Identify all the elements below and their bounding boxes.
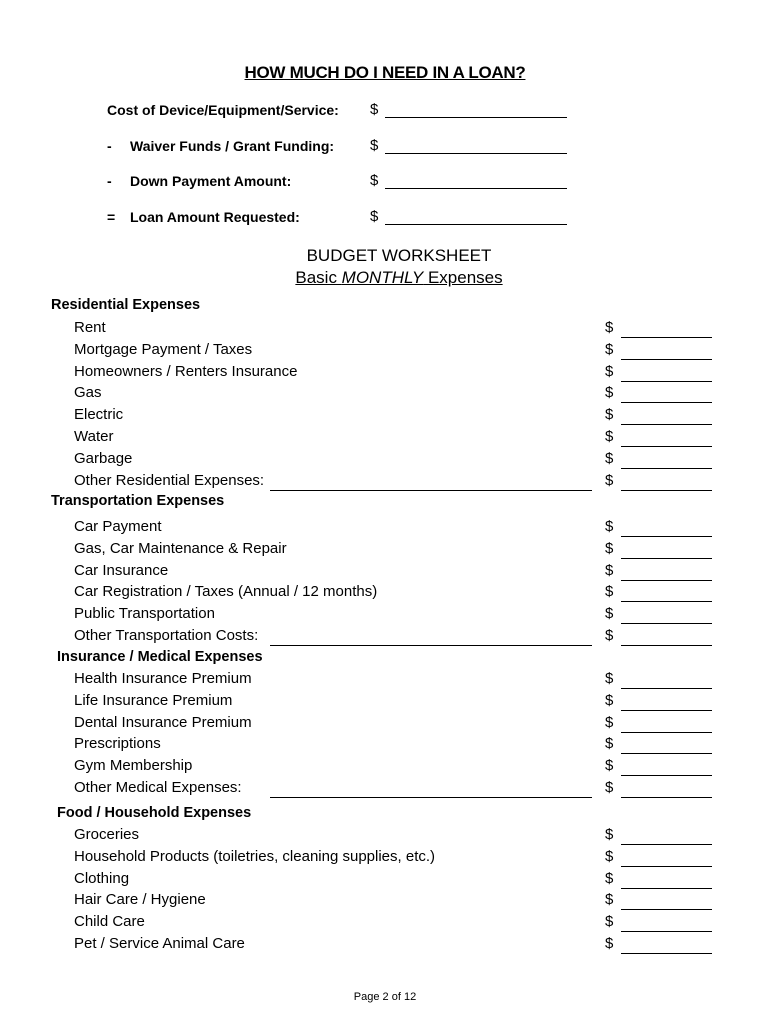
expense-item-label: Pet / Service Animal Care	[74, 935, 245, 952]
expense-item-label: Car Insurance	[74, 561, 169, 579]
subtitle-prefix: Basic	[295, 268, 342, 287]
expense-item-label: Health Insurance Premium	[74, 670, 252, 687]
waiver-amount-field[interactable]	[385, 153, 567, 154]
subtitle-emphasis: MONTHLY	[341, 268, 424, 287]
expense-item-label: Mortgage Payment / Taxes	[74, 340, 253, 358]
currency-symbol: $	[605, 449, 614, 467]
equals-operator: =	[107, 209, 116, 225]
minus-operator: -	[107, 173, 112, 189]
expense-item-label: Gym Membership	[74, 757, 193, 775]
expense-item-label: Gas, Car Maintenance & Repair	[74, 539, 287, 557]
currency-symbol: $	[605, 757, 614, 775]
expense-amount-field[interactable]	[621, 623, 712, 624]
expense-item-label: Public Transportation	[74, 605, 215, 623]
expense-amount-field[interactable]	[621, 688, 712, 689]
expense-item-label: Child Care	[74, 913, 145, 931]
currency-symbol: $	[605, 691, 614, 709]
cost-label: Cost of Device/Equipment/Service:	[107, 102, 339, 118]
section-heading-food: Food / Household Expenses	[57, 805, 252, 821]
expense-item-label: Rent	[74, 319, 106, 336]
currency-symbol: $	[605, 406, 614, 424]
currency-symbol: $	[605, 605, 614, 623]
expense-amount-field[interactable]	[621, 558, 712, 559]
currency-symbol: $	[605, 471, 614, 489]
minus-operator: -	[107, 138, 112, 154]
expense-amount-field[interactable]	[621, 468, 712, 469]
currency-symbol: $	[605, 340, 614, 358]
currency-symbol: $	[605, 847, 614, 865]
expense-amount-field[interactable]	[621, 381, 712, 382]
expense-amount-field[interactable]	[621, 337, 712, 338]
page-title: HOW MUCH DO I NEED IN A LOAN?	[244, 63, 526, 82]
expense-item-label: Gas	[74, 384, 102, 402]
currency-symbol: $	[605, 627, 614, 644]
currency-symbol: $	[605, 935, 614, 952]
loan-row-down-payment	[0, 173, 770, 193]
loan-row-waiver	[0, 138, 770, 158]
section-heading-transportation: Transportation Expenses	[51, 493, 225, 509]
expense-item-label: Life Insurance Premium	[74, 691, 233, 709]
expense-amount-field[interactable]	[621, 536, 712, 537]
other-expense-description-field[interactable]	[270, 645, 592, 646]
other-expense-description-field[interactable]	[270, 797, 592, 798]
currency-symbol: $	[605, 319, 614, 336]
expense-amount-field[interactable]	[621, 710, 712, 711]
currency-symbol: $	[605, 735, 614, 753]
subtitle-suffix: Expenses	[423, 268, 503, 287]
expense-item-label: Water	[74, 428, 114, 445]
other-expense-label: Other Transportation Costs:	[74, 627, 259, 644]
expense-amount-field[interactable]	[621, 844, 712, 845]
loan-row-requested	[0, 209, 770, 229]
cost-amount-field[interactable]	[385, 117, 567, 118]
expense-amount-field[interactable]	[621, 402, 712, 403]
expense-amount-field[interactable]	[621, 888, 712, 889]
section-heading-residential: Residential Expenses	[51, 297, 201, 313]
expense-amount-field[interactable]	[621, 953, 712, 954]
currency-symbol: $	[605, 428, 614, 445]
currency-symbol: $	[605, 583, 614, 601]
currency-symbol: $	[605, 518, 614, 535]
page-number: Page 2 of 12	[353, 991, 417, 1003]
expense-item-label: Homeowners / Renters Insurance	[74, 362, 298, 380]
expense-amount-field[interactable]	[621, 359, 712, 360]
expense-item-label: Groceries	[74, 826, 140, 843]
expense-item-label: Household Products (toiletries, cleaning supplies, etc.)	[74, 847, 436, 865]
expense-amount-field[interactable]	[621, 909, 712, 910]
loan-requested-label: Loan Amount Requested:	[130, 209, 300, 225]
worksheet-title: BUDGET WORKSHEET	[306, 246, 492, 265]
expense-item-label: Dental Insurance Premium	[74, 713, 252, 731]
expense-amount-field[interactable]	[621, 446, 712, 447]
currency-symbol: $	[605, 779, 614, 796]
currency-symbol: $	[370, 172, 379, 189]
expense-amount-field[interactable]	[621, 601, 712, 602]
expense-amount-field[interactable]	[621, 424, 712, 425]
currency-symbol: $	[605, 561, 614, 579]
currency-symbol: $	[605, 384, 614, 402]
currency-symbol: $	[370, 208, 379, 225]
expense-item-label: Prescriptions	[74, 735, 161, 753]
loan-requested-amount-field[interactable]	[385, 224, 567, 225]
section-heading-medical: Insurance / Medical Expenses	[57, 649, 263, 665]
expense-amount-field[interactable]	[621, 732, 712, 733]
currency-symbol: $	[370, 101, 379, 118]
currency-symbol: $	[605, 539, 614, 557]
expense-amount-field[interactable]	[621, 490, 712, 491]
other-expense-label: Other Medical Expenses:	[74, 779, 242, 796]
currency-symbol: $	[605, 713, 614, 731]
expense-amount-field[interactable]	[621, 775, 712, 776]
currency-symbol: $	[605, 869, 614, 887]
expense-item-label: Hair Care / Hygiene	[74, 891, 206, 909]
down-payment-amount-field[interactable]	[385, 188, 567, 189]
expense-amount-field[interactable]	[621, 931, 712, 932]
down-payment-label: Down Payment Amount:	[130, 173, 292, 189]
expense-item-label: Electric	[74, 406, 124, 424]
other-expense-description-field[interactable]	[270, 490, 592, 491]
other-expense-label: Other Residential Expenses:	[74, 471, 265, 489]
currency-symbol: $	[605, 891, 614, 909]
expense-item-label: Clothing	[74, 869, 130, 887]
currency-symbol: $	[605, 826, 614, 843]
waiver-label: Waiver Funds / Grant Funding:	[130, 138, 335, 154]
expense-item-label: Car Registration / Taxes (Annual / 12 months)	[74, 583, 378, 601]
currency-symbol: $	[605, 913, 614, 931]
currency-symbol: $	[370, 137, 379, 154]
currency-symbol: $	[605, 670, 614, 687]
loan-row-cost	[0, 102, 770, 122]
expense-item-label: Garbage	[74, 449, 133, 467]
expense-amount-field[interactable]	[621, 580, 712, 581]
worksheet-subtitle	[0, 268, 770, 288]
expense-amount-field[interactable]	[621, 866, 712, 867]
expense-amount-field[interactable]	[621, 753, 712, 754]
expense-item-label: Car Payment	[74, 518, 162, 535]
expense-amount-field[interactable]	[621, 797, 712, 798]
currency-symbol: $	[605, 362, 614, 380]
expense-amount-field[interactable]	[621, 645, 712, 646]
